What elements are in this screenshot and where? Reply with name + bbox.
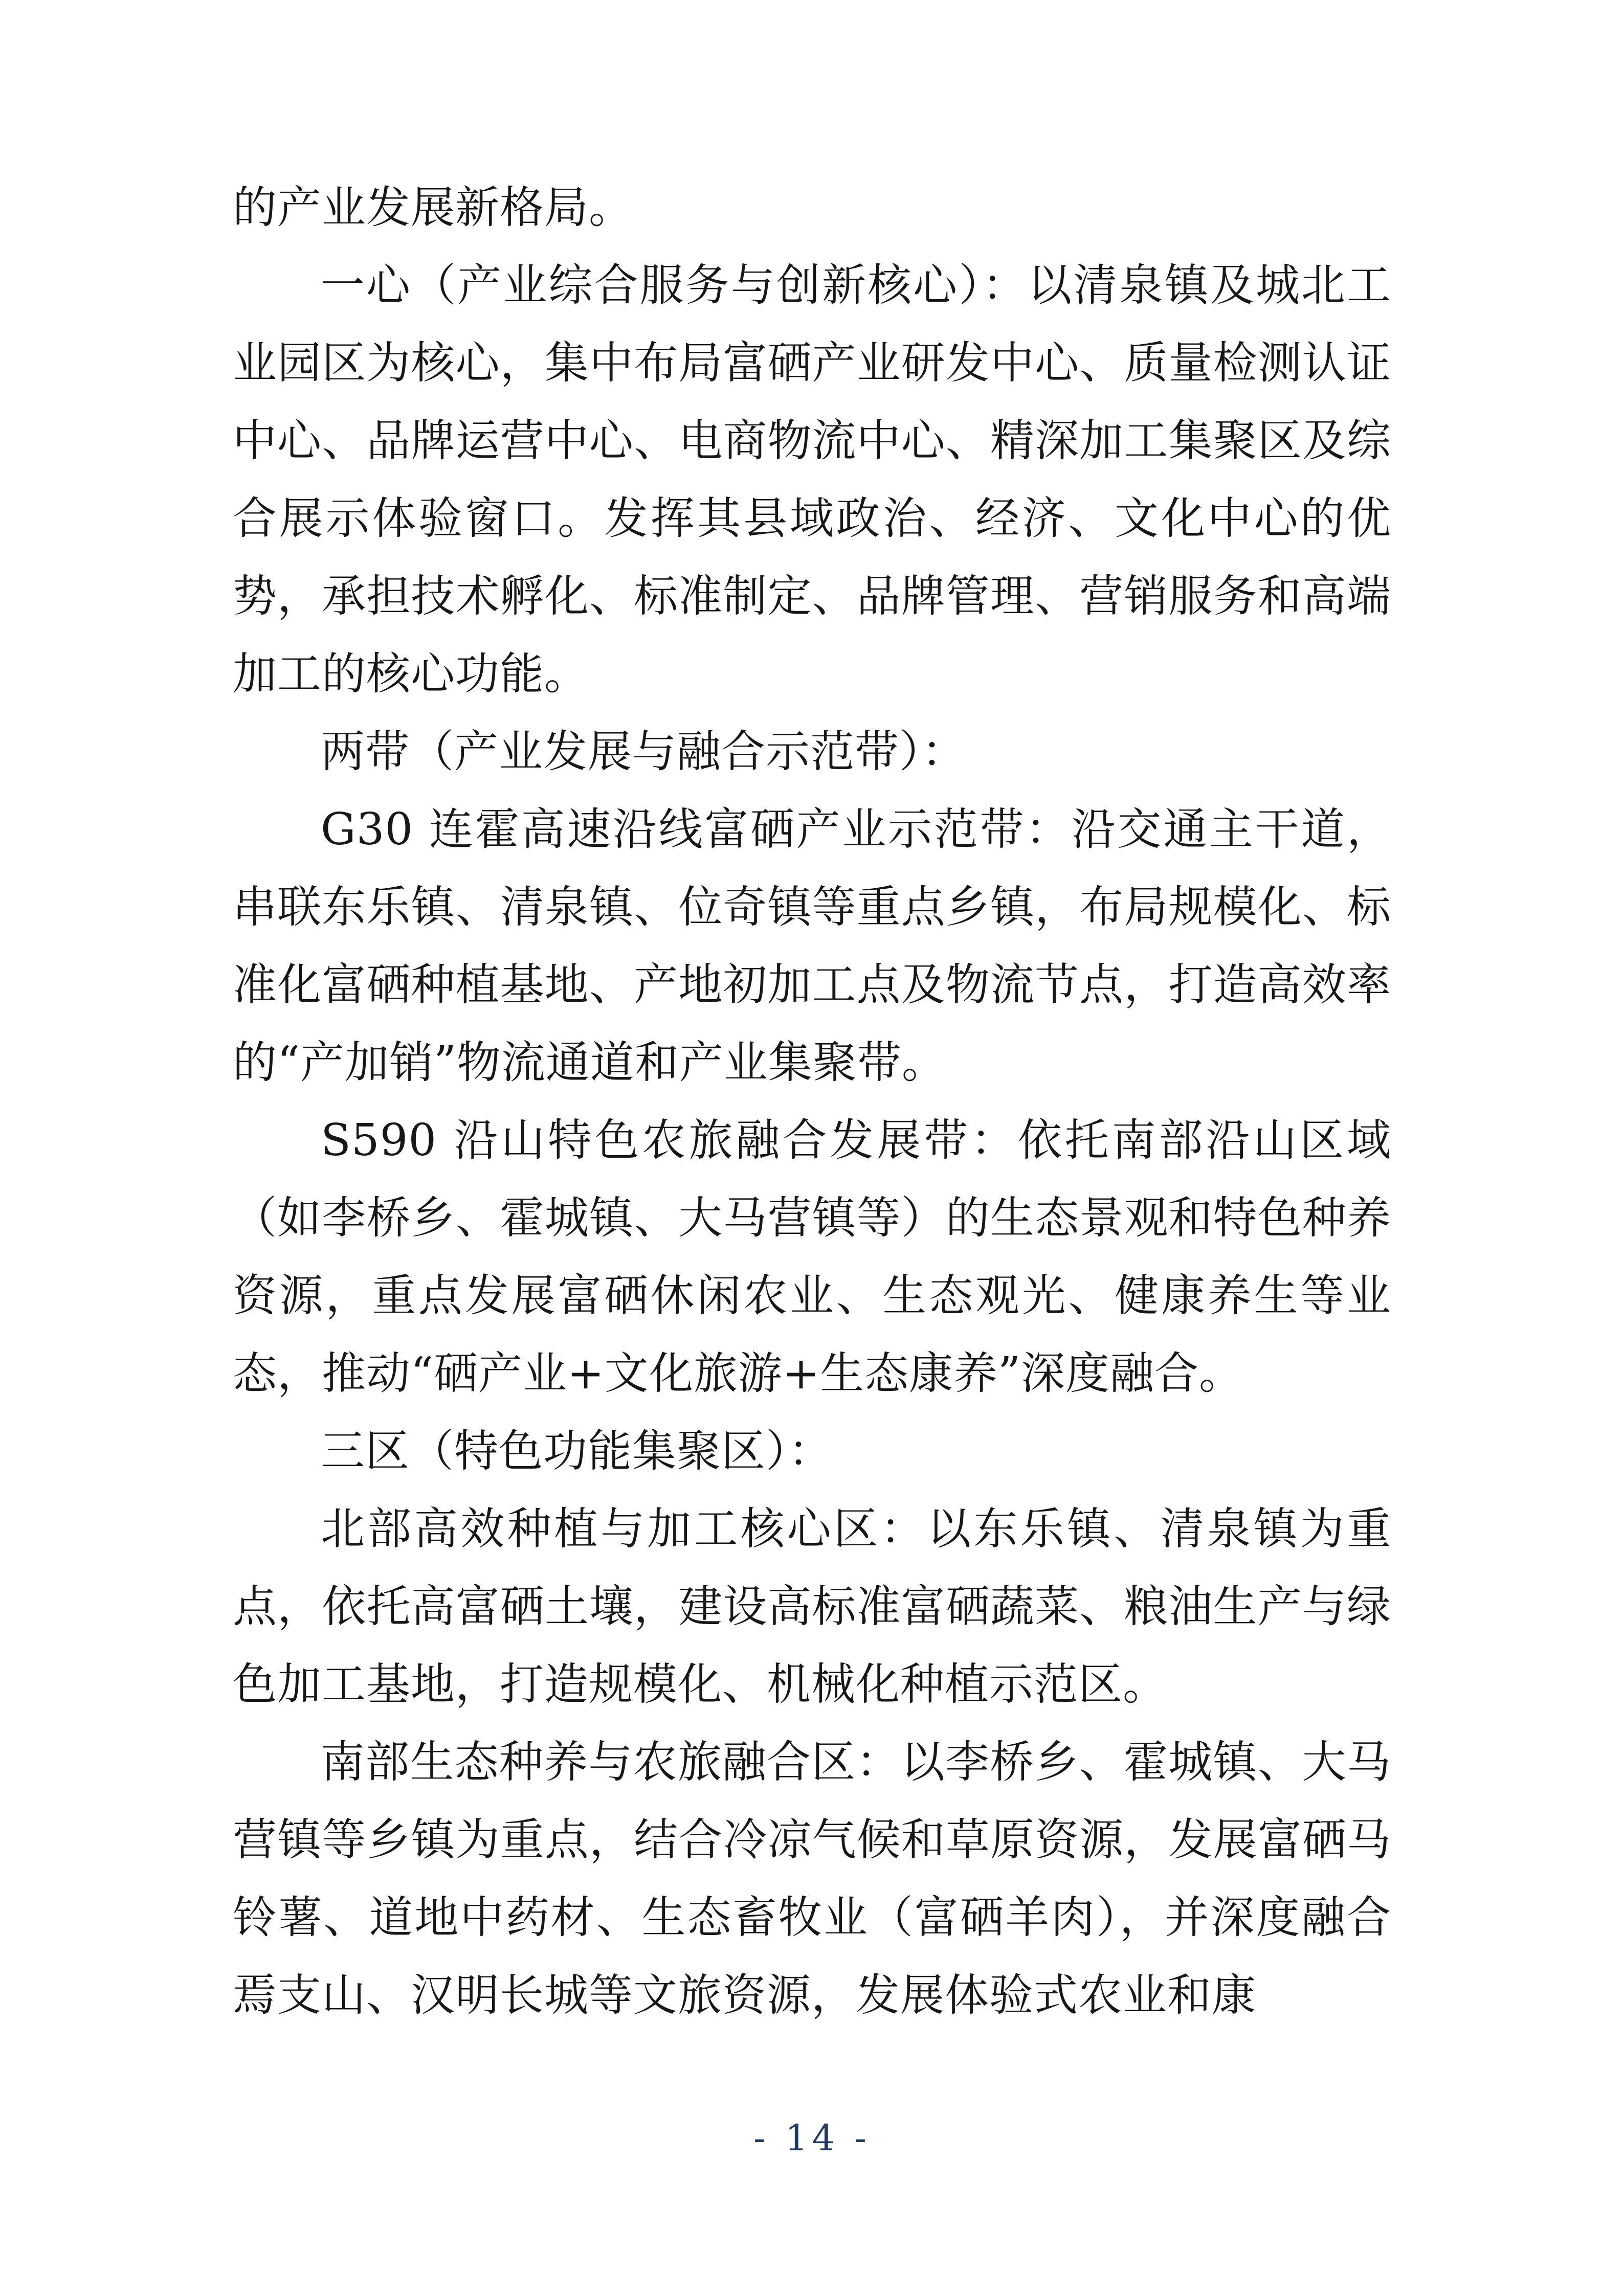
paragraph: 一心（产业综合服务与创新核心）：以清泉镇及城北工业园区为核心，集中布局富硒产业研发中心、质量检测认证中心、品牌运营中心、电商物流中心、精深加工集聚区及综合展示体验窗口。发挥其县域政治、经济、文化中心的优势，承担技术孵化、标准制定、品牌管理、营销服务和高端加工的核心功能。	[233, 260, 1391, 700]
paragraph: 的产业发展新格局。	[233, 182, 633, 233]
paragraph: 南部生态种养与农旅融合区：以李桥乡、霍城镇、大马营镇等乡镇为重点，结合冷凉气候和草原资源，发展富硒马铃薯、道地中药材、生态畜牧业（富硒羊肉），并深度融合焉支山、汉明长城等文旅资源，发展体验式农业和康	[233, 1737, 1391, 2021]
paragraph: S590 沿山特色农旅融合发展带：依托南部沿山区域（如李桥乡、霍城镇、大马营镇等）的生态景观和特色种养资源，重点发展富硒休闲农业、生态观光、健康养生等业态，推动“硒产业+文化旅游+生态康养”深度融合。	[233, 1115, 1391, 1399]
paragraph: 两带（产业发展与融合示范带）：	[321, 726, 966, 777]
paragraph: 北部高效种植与加工核心区：以东乐镇、清泉镇为重点，依托高富硒土壤，建设高标准富硒蔬菜、粮油生产与绿色加工基地，打造规模化、机械化种植示范区。	[233, 1503, 1391, 1710]
page-body	[233, 169, 1391, 2034]
paragraph: G30 连霍高速沿线富硒产业示范带：沿交通主干道，串联东乐镇、清泉镇、位奇镇等重点乡镇，布局规模化、标准化富硒种植基地、产地初加工点及物流节点，打造高效率的“产加销”物流通道和产业集聚带。	[233, 804, 1391, 1088]
page-number: - 14 -	[753, 2117, 871, 2159]
paragraph: 三区（特色功能集聚区）：	[321, 1426, 833, 1477]
